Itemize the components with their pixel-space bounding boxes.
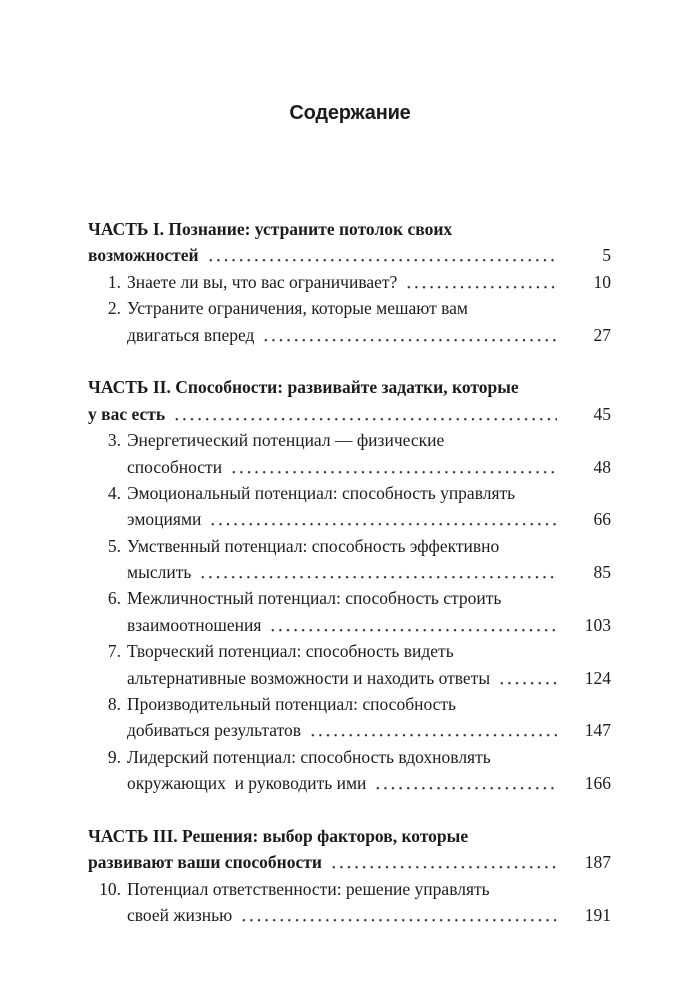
chapter-7-line-1: [127, 638, 611, 664]
chapter-9-body: [127, 744, 611, 797]
part-3-line-2: [88, 849, 611, 875]
chapter-3-title-text: способности: [127, 456, 223, 477]
chapter-8-title-text: добиваться результатов: [127, 720, 302, 741]
chapter-5-page-number: 85: [593, 562, 611, 583]
chapter-2-line-2: [127, 322, 611, 348]
dot-leader: [209, 506, 557, 532]
chapter-3-page-number: 48: [593, 456, 611, 477]
part-2-line-2: [88, 401, 611, 427]
part-3-page-number: 187: [584, 852, 611, 873]
chapter-7-number: 7.: [107, 641, 121, 662]
chapter-4-page-number: 66: [593, 509, 611, 530]
part-1-line-2: [88, 242, 611, 268]
dot-leader: [199, 559, 557, 585]
chapter-7-entry: [88, 638, 611, 691]
chapter-7-title-text: альтернативные возможности и находить ответы: [127, 667, 491, 688]
chapter-6-entry: [88, 585, 611, 638]
chapter-10-page-number: 191: [584, 905, 611, 926]
chapter-9-title-text: Лидерский потенциал: способность вдохновлять: [127, 746, 491, 767]
part-3-heading: [88, 823, 611, 876]
chapter-8-line-1: [127, 691, 611, 717]
dot-leader: [405, 269, 557, 295]
part-2-page-number: 45: [593, 403, 611, 424]
chapter-3-body: [127, 427, 611, 480]
chapter-6-body: [127, 585, 611, 638]
chapter-5-title-text: мыслить: [127, 562, 192, 583]
chapter-1-line-1: [127, 269, 611, 295]
dot-leader: [230, 454, 557, 480]
part-1-heading: [88, 216, 611, 269]
chapter-6-page-number: 103: [584, 614, 611, 635]
part-3-title-text: развивают ваши способности: [88, 852, 322, 873]
chapter-7-title-text: Творческий потенциал: способность видеть: [127, 641, 454, 662]
chapter-9-entry: [88, 744, 611, 797]
part-1-page-number: 5: [602, 245, 611, 266]
chapter-8-body: [127, 691, 611, 744]
chapter-8-page-number: 147: [584, 720, 611, 741]
chapter-3-number: 3.: [107, 430, 121, 451]
chapter-7-page-number: 124: [584, 667, 611, 688]
chapter-4-title-text: Эмоциональный потенциал: способность управлять: [127, 482, 516, 503]
part-1-line-1: [88, 216, 611, 242]
chapter-4-number: 4.: [107, 482, 121, 503]
chapter-5-title-text: Умственный потенциал: способность эффективно: [127, 535, 500, 556]
chapter-10-title-text: своей жизнью: [127, 905, 233, 926]
dot-leader: [498, 665, 557, 691]
chapter-9-number: 9.: [107, 746, 121, 767]
part-1-title-text: возможностей: [88, 245, 199, 266]
part-2-title-text: у вас есть: [88, 403, 166, 424]
chapter-3-entry: [88, 427, 611, 480]
part-3-title-text: ЧАСТЬ III. Решения: выбор факторов, которые: [88, 826, 469, 846]
chapter-3-line-2: [127, 454, 611, 480]
chapter-6-line-1: [127, 585, 611, 611]
chapter-2-entry: [88, 295, 611, 348]
dot-leader: [240, 902, 557, 928]
dot-leader: [374, 770, 557, 796]
dot-leader: [262, 322, 557, 348]
chapter-4-entry: [88, 480, 611, 533]
chapter-4-body: [127, 480, 611, 533]
part-2-heading: [88, 374, 611, 427]
chapter-10-line-2: [127, 902, 611, 928]
chapter-3-title-text: Энергетический потенциал — физические: [127, 430, 445, 451]
chapter-7-body: [127, 638, 611, 691]
chapter-1-entry: [88, 269, 611, 295]
part-3-line-1: [88, 823, 611, 849]
dot-leader: [330, 849, 557, 875]
part-1-title-text: ЧАСТЬ I. Познание: устраните потолок своих: [88, 219, 453, 239]
chapter-6-line-2: [127, 612, 611, 638]
table-of-contents: [88, 216, 611, 929]
chapter-10-entry: [88, 876, 611, 929]
chapter-1-body: [127, 269, 611, 295]
chapter-2-line-1: [127, 295, 611, 321]
chapter-1-page-number: 10: [593, 271, 611, 292]
chapter-6-title-text: Межличностный потенциал: способность строить: [127, 588, 502, 609]
chapter-4-line-2: [127, 506, 611, 532]
chapter-9-line-2: [127, 770, 611, 796]
chapter-9-page-number: 166: [584, 773, 611, 794]
chapter-2-page-number: 27: [593, 324, 611, 345]
part-2-title-text: ЧАСТЬ II. Способности: развивайте задатки, которые: [88, 377, 519, 398]
part-3-section: [88, 823, 611, 929]
chapter-8-title-text: Производительный потенциал: способность: [127, 694, 457, 715]
chapter-6-number: 6.: [107, 588, 121, 609]
part-2-section: [88, 374, 611, 796]
dot-leader: [173, 401, 557, 427]
chapter-9-title-text: окружающих и руководить ими: [127, 773, 367, 794]
chapter-4-line-1: [127, 480, 611, 506]
chapter-8-line-2: [127, 717, 611, 743]
chapter-10-body: [127, 876, 611, 929]
chapter-1-number: 1.: [107, 271, 121, 292]
chapter-6-title-text: взаимоотношения: [127, 614, 262, 635]
chapter-5-line-1: [127, 533, 611, 559]
chapter-3-line-1: [127, 427, 611, 453]
chapter-10-line-1: [127, 876, 611, 902]
chapter-5-entry: [88, 533, 611, 586]
chapter-9-line-1: [127, 744, 611, 770]
chapter-5-number: 5.: [107, 535, 121, 556]
dot-leader: [269, 612, 557, 638]
dot-leader: [207, 242, 557, 268]
chapter-10-number: 10.: [99, 878, 121, 899]
chapter-2-number: 2.: [107, 298, 121, 319]
chapter-2-title-text: Устраните ограничения, которые мешают вам: [127, 298, 469, 319]
chapter-8-entry: [88, 691, 611, 744]
part-1-section: [88, 216, 611, 348]
chapter-2-title-text: двигаться вперед: [127, 324, 255, 345]
chapter-7-line-2: [127, 665, 611, 691]
chapter-4-title-text: эмоциями: [127, 509, 202, 530]
chapter-5-line-2: [127, 559, 611, 585]
chapter-2-body: [127, 295, 611, 348]
page-title: Содержание: [289, 102, 411, 124]
dot-leader: [309, 717, 557, 743]
part-2-line-1: [88, 374, 611, 400]
chapter-5-body: [127, 533, 611, 586]
chapter-1-title-text: Знаете ли вы, что вас ограничивает?: [127, 271, 398, 292]
chapter-10-title-text: Потенциал ответственности: решение управлять: [127, 878, 490, 899]
chapter-8-number: 8.: [107, 694, 121, 715]
